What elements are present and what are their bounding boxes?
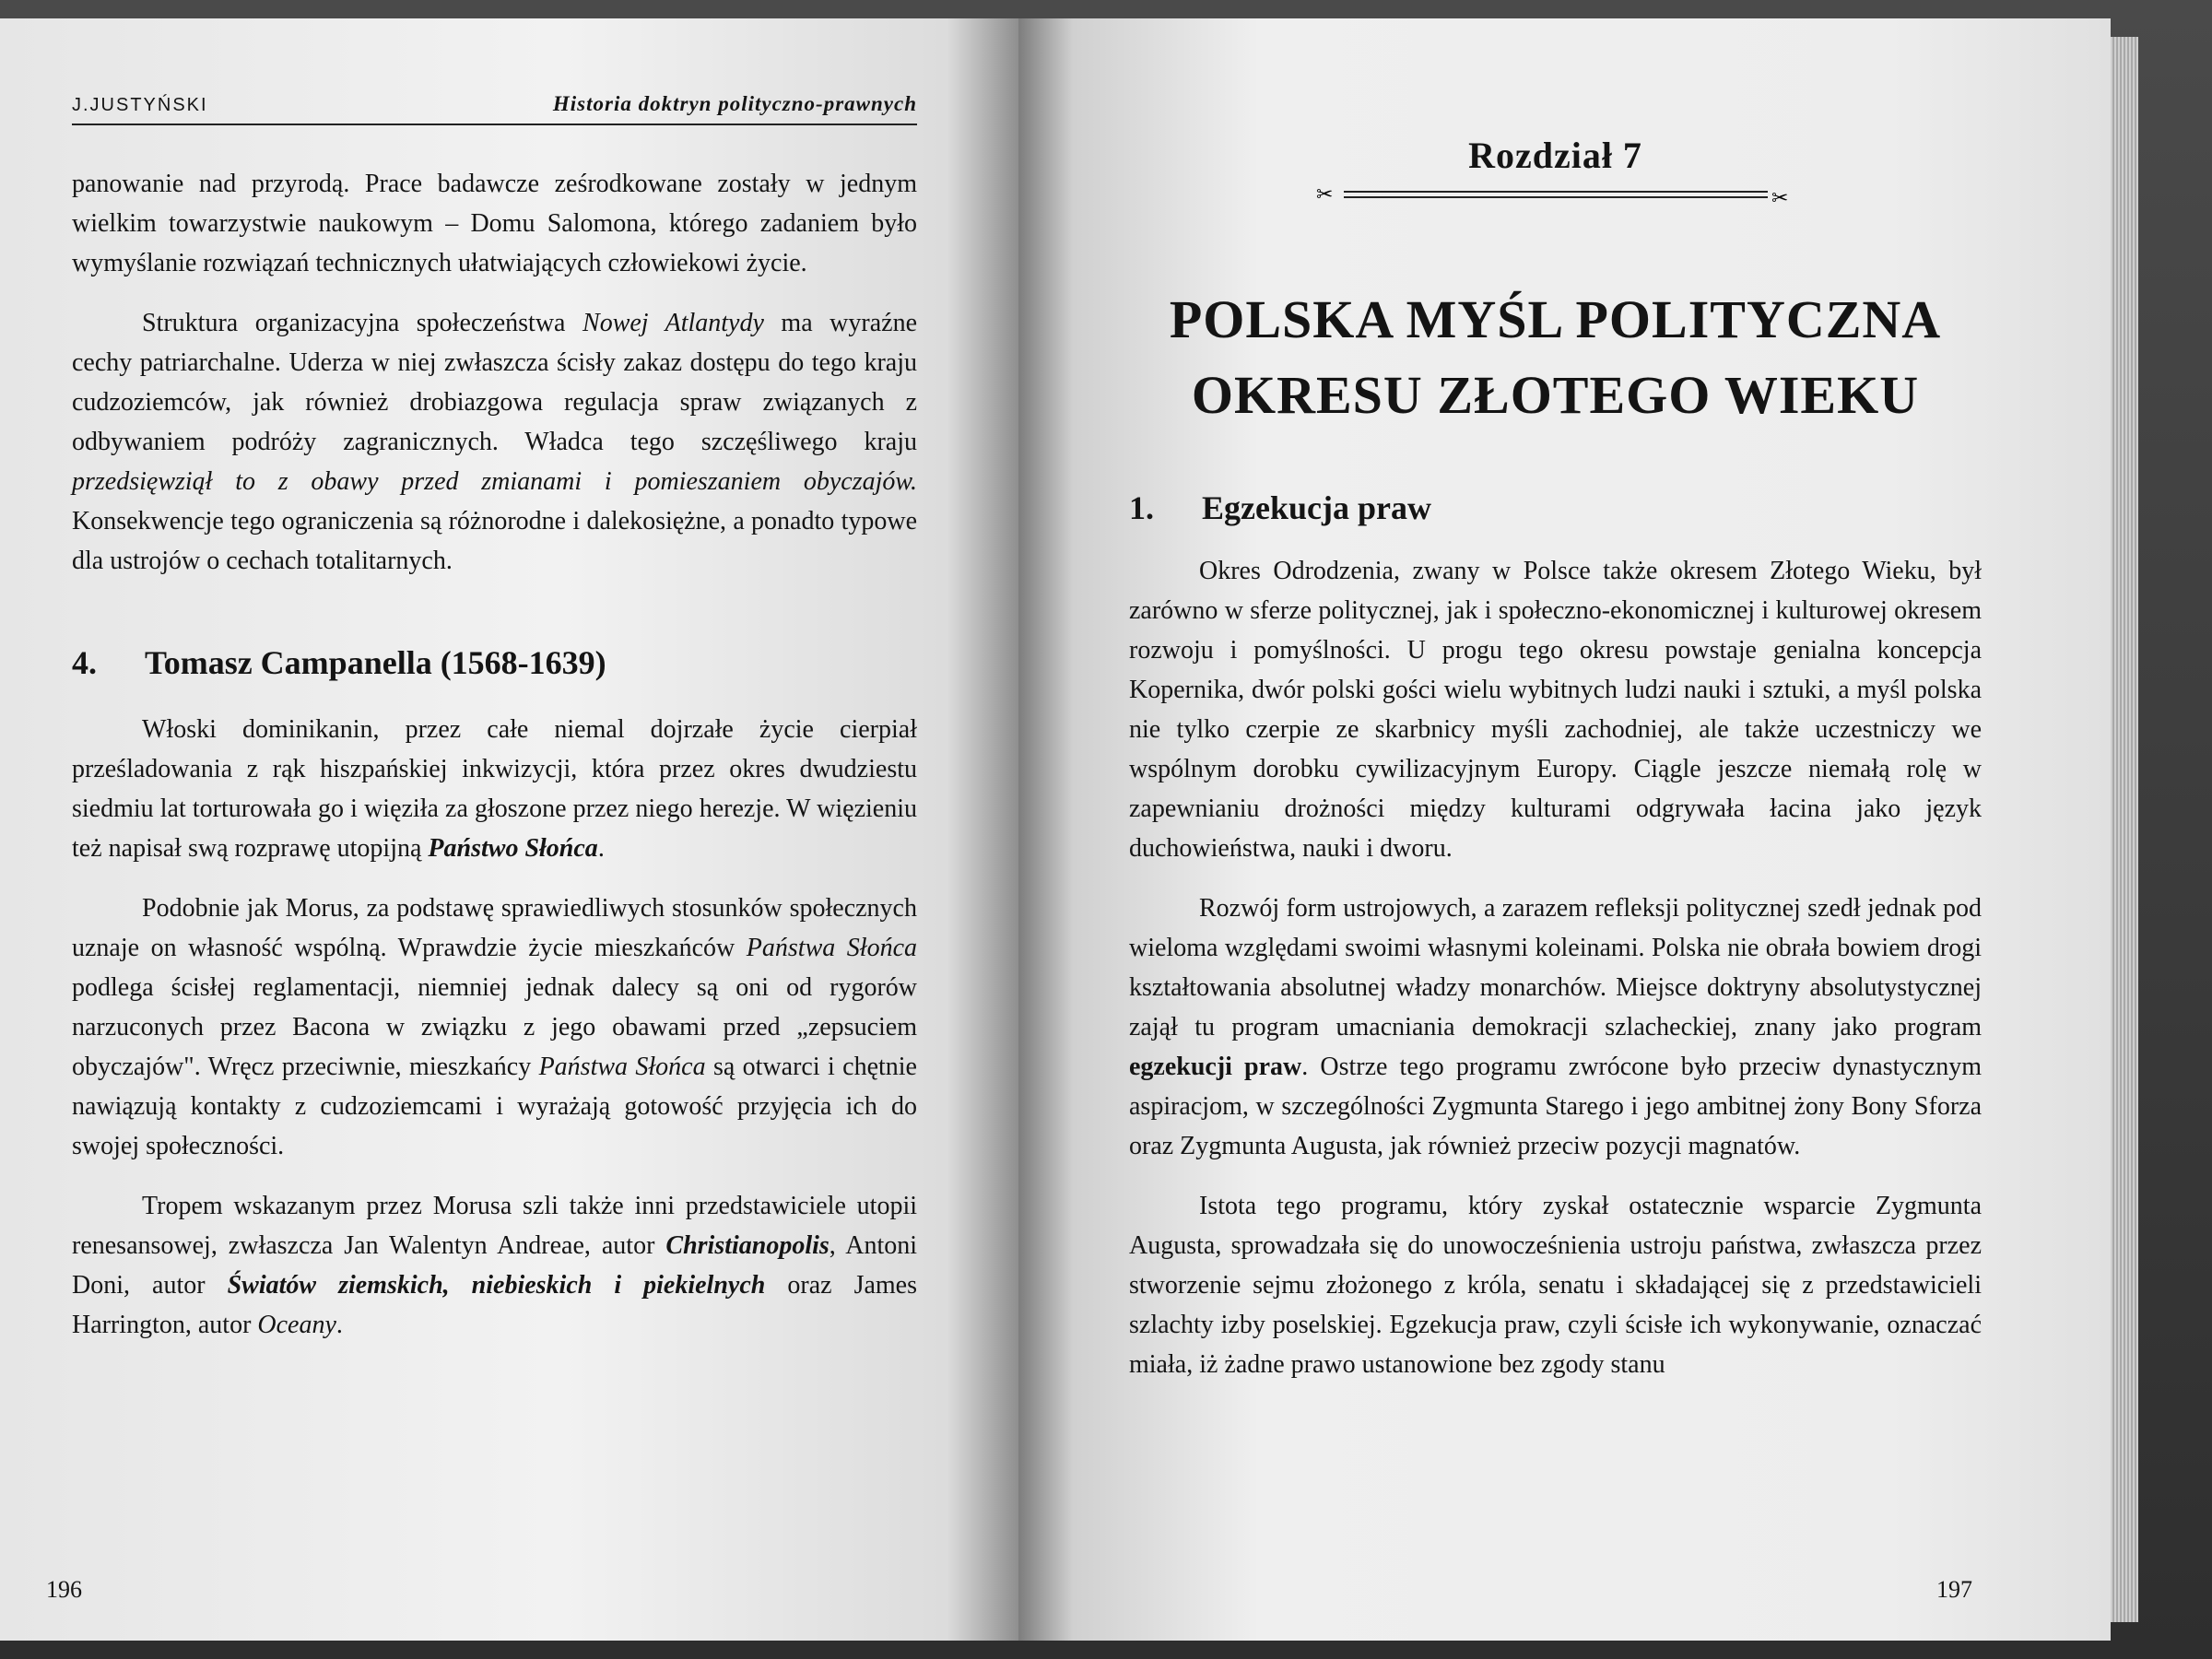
author-name: J.JUSTYŃSKI: [72, 95, 208, 115]
paragraph-left-4: Podobnie jak Morus, za podstawę sprawiedliwych stosunków społecznych uznaje on własność wspólną. Wprawdzie życie mieszkańców Państwa Słońca podlega ścisłej reglamentacji, niemniej jednak dalecy są oni od rygorów narzuconych przez Bacona w związku z jego obawami przed „zepsuciem obyczajów". Wręcz przeciwnie, mieszkańcy Państwa Słońca są otwarci i chętnie nawiązują kontakty z cudzoziemcami i wyrażają gotowość przyjęcia ich do swojej społeczności.: [72, 894, 917, 1160]
section-title: Tomasz Campanella (1568-1639): [145, 644, 606, 681]
chapter-label: Rozdział 7: [1468, 135, 1642, 176]
section-number: 1.: [1129, 489, 1154, 526]
section-number: 4.: [72, 644, 97, 681]
paragraph-left-3: Włoski dominikanin, przez całe niemal dojrzałe życie cierpiał prześladowania z rąk hiszpańskiej inkwizycji, która przez okres dwudziestu siedmiu lat torturowała go i więziła za głoszone przez niego herezje. W więzieniu też napisał swą rozprawę utopijną Państwo Słońca.: [72, 715, 917, 863]
page-number-right: 197: [1936, 1576, 1972, 1603]
section-heading-right: [1129, 488, 1982, 527]
running-head-left: [72, 92, 917, 125]
chapter-title-line-2: OKRESU ZŁOTEGO WIEKU: [1191, 365, 1920, 425]
paragraph-right-1: Okres Odrodzenia, zwany w Polsce także okresem Złotego Wieku, był zarówno w sferze politycznej, jak i społeczno-ekonomicznej i kulturowej okresem rozwoju i pomyślności. U progu tego okresu powstaje genialna koncepcja Kopernika, dwór polski gości wielu wybitnych ludzi nauki i sztuki, a myśl polska nie tylko czerpie ze skarbnicy myśli zachodniej, ale także uczestniczy we wspólnym dorobku cywilizacyjnym Europy. Ciągle jeszcze niemałą rolę w zapewnianiu drożności między kulturami odgrywała łacina jako język duchowieństwa, nauki i dworu.: [1129, 557, 1982, 863]
section-heading-left: [72, 643, 917, 682]
running-title: Historia doktryn polityczno-prawnych: [552, 92, 917, 115]
page-number-left: 196: [46, 1576, 82, 1603]
svg-text:✂: ✂: [1771, 187, 1788, 208]
ornament-rule-icon: [1316, 182, 1795, 208]
chapter-title-line-1: POLSKA MYŚL POLITYCZNA: [1169, 289, 1942, 349]
paragraph-right-2: Rozwój form ustrojowych, a zarazem refleksji politycznej szedł jednak pod wieloma względami swoimi własnymi koleinami. Polska nie obrała bowiem drogi kształtowania absolutnej władzy monarchów. Miejsce doktryny absolutystycznej zajął tu program umacniania demokracji szlacheckiej, znany jako program egzekucji praw. Ostrze tego programu zwrócone było przeciw dynastycznym aspiracjom, w szczególności Zygmunta Starego i jego ambitnej żony Bony Sforza oraz Zygmunta Augusta, jak również przeciw pozycji magnatów.: [1129, 894, 1983, 1160]
paragraph-left-1: panowanie nad przyrodą. Prace badawcze ześrodkowane zostały w jednym wielkim towarzystwie naukowym – Domu Salomona, którego zadaniem było wymyślanie rozwiązań technicznych ułatwiających człowiekowi życie.: [72, 170, 917, 277]
paragraph-right-3: Istota tego programu, który zyskał ostatecznie wsparcie Zygmunta Augusta, sprowadzała się do unowocześnienia ustroju państwa, zwłaszcza przez stworzenie sejmu złożonego z króla, senatu i składającej się z przedstawicieli szlachty izby poselskiej. Egzekucja praw, czyli ścisłe ich wykonywanie, oznaczać miała, iż żadne prawo ustanowione bez zgody stanu: [1129, 1192, 1982, 1379]
paragraph-left-5: Tropem wskazanym przez Morusa szli także inni przedstawiciele utopii renesansowej, zwłaszcza Jan Walentyn Andreae, autor Christianopolis, Antoni Doni, autor Światów ziemskich, niebieskich i piekielnych oraz James Harrington, autor Oceany.: [72, 1192, 918, 1339]
section-title: Egzekucja praw: [1202, 489, 1431, 526]
paragraph-left-2: Struktura organizacyjna społeczeństwa Nowej Atlantydy ma wyraźne cechy patriarchalne. Uderza w niej zwłaszcza ścisły zakaz dostępu do tego kraju cudzoziemców, jak również drobiazgowa regulacja spraw związanych z odbywaniem podróży zagranicznych. Władca tego szczęśliwego kraju przedsięwziął to z obawy przed zmianami i pomieszaniem obyczajów. Konsekwencje tego ograniczenia są różnorodne i dalekosiężne, a ponadto typowe dla ustrojów o cechach totalitarnych.: [72, 309, 917, 575]
svg-text:✂: ✂: [1315, 183, 1333, 206]
chapter-title: [1129, 282, 1982, 433]
chapter-ornament: [1129, 182, 1982, 208]
right-page: [1018, 18, 2111, 1641]
left-page: [0, 18, 1018, 1641]
page-edges: [2111, 37, 2138, 1622]
